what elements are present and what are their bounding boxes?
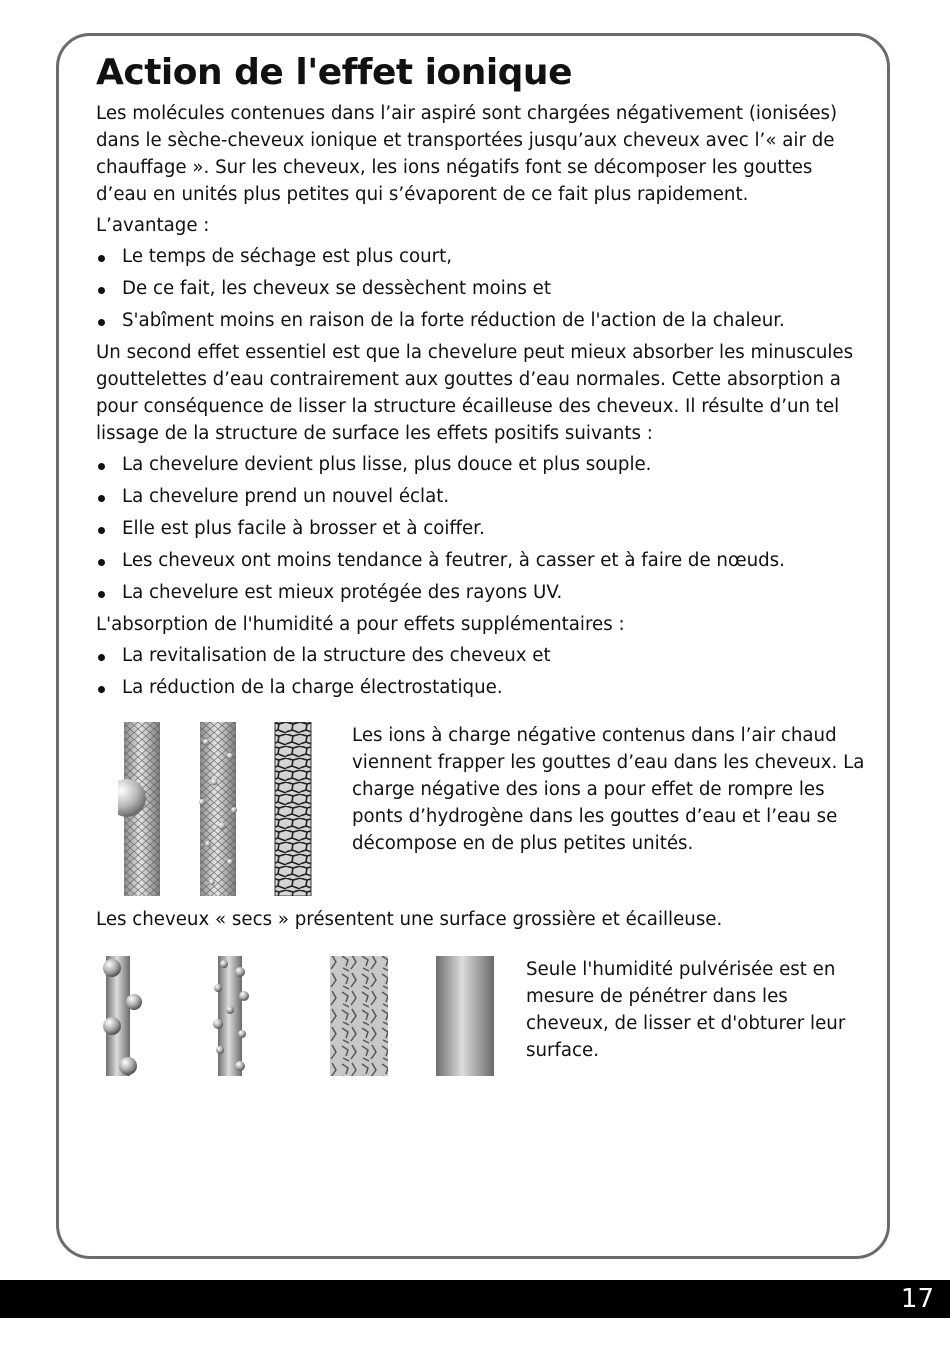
humidity-caption: Seule l'humidité pulvérisée est en mesure de pénétrer dans les cheveux, de lisser et d'obturer leur surface.: [526, 959, 846, 1061]
ion-hair-illustration: [118, 722, 318, 896]
humidity-label: L'absorption de l'humidité a pour effets supplémentaires :: [96, 614, 625, 635]
advantage-label: L’avantage :: [96, 215, 210, 236]
advantages-list: [96, 243, 866, 334]
list-item: La revitalisation de la structure des cheveux et: [96, 642, 866, 669]
list-item: Les cheveux ont moins tendance à feutrer, à casser et à faire de nœuds.: [96, 547, 866, 574]
list-item: La chevelure devient plus lisse, plus douce et plus souple.: [96, 451, 866, 478]
page-title: Action de l'effet ionique: [96, 52, 572, 93]
humidity-effects-list: [96, 642, 866, 701]
list-item: Le temps de séchage est plus court,: [96, 243, 866, 270]
strand-with-drop: [118, 722, 160, 896]
effects-list: [96, 451, 866, 606]
ion-caption: Les ions à charge négative contenus dans l’air chaud viennent frapper les gouttes d’eau dans les cheveux. La charge négative des ions a pour effet de rompre les ponts d’hydrogène dans les gouttes d’eau et l’eau se décompose en de plus petites unités.: [352, 725, 865, 854]
strand-smooth: [436, 956, 494, 1076]
second-effect-paragraph: Un second effet essentiel est que la chevelure peut mieux absorber les minuscules gouttelettes d’eau contrairement aux gouttes d’eau normales. Cette absorption a pour conséquence de lisser la structure écailleuse des cheveux. Il résulte d’un tel lissage de la structure de surface les effets positifs suivants :: [96, 342, 854, 444]
list-item: La réduction de la charge électrostatique.: [96, 674, 866, 701]
strand-medium-droplets: [213, 956, 249, 1076]
strand-large-droplets: [103, 956, 142, 1076]
strand-cracked: [275, 722, 311, 896]
humidity-hair-illustration: [100, 954, 500, 1080]
list-item: De ce fait, les cheveux se dessèchent moins et: [96, 275, 866, 302]
intro-paragraph: Les molécules contenues dans l’air aspiré sont chargées négativement (ionisées) dans le sèche-cheveux ionique et transportées jusqu’aux cheveux avec l’« air de chauffage ». Sur les cheveux, les ions négatifs font se décomposer les gouttes d’eau en unités plus petites qui s’évaporent de ce fait plus rapidement.: [96, 103, 838, 205]
strand-absorbing: [330, 956, 388, 1076]
page-number: 17: [900, 1284, 934, 1314]
list-item: La chevelure est mieux protégée des rayons UV.: [96, 579, 866, 606]
dry-hair-text: Les cheveux « secs » présentent une surface grossière et écailleuse.: [96, 909, 723, 930]
main-text: [96, 100, 866, 706]
list-item: Elle est plus facile à brosser et à coiffer.: [96, 515, 866, 542]
strand-with-small-drops: [199, 722, 237, 896]
footer-bar: [0, 1280, 950, 1318]
list-item: S'abîment moins en raison de la forte réduction de l'action de la chaleur.: [96, 307, 866, 334]
list-item: La chevelure prend un nouvel éclat.: [96, 483, 866, 510]
